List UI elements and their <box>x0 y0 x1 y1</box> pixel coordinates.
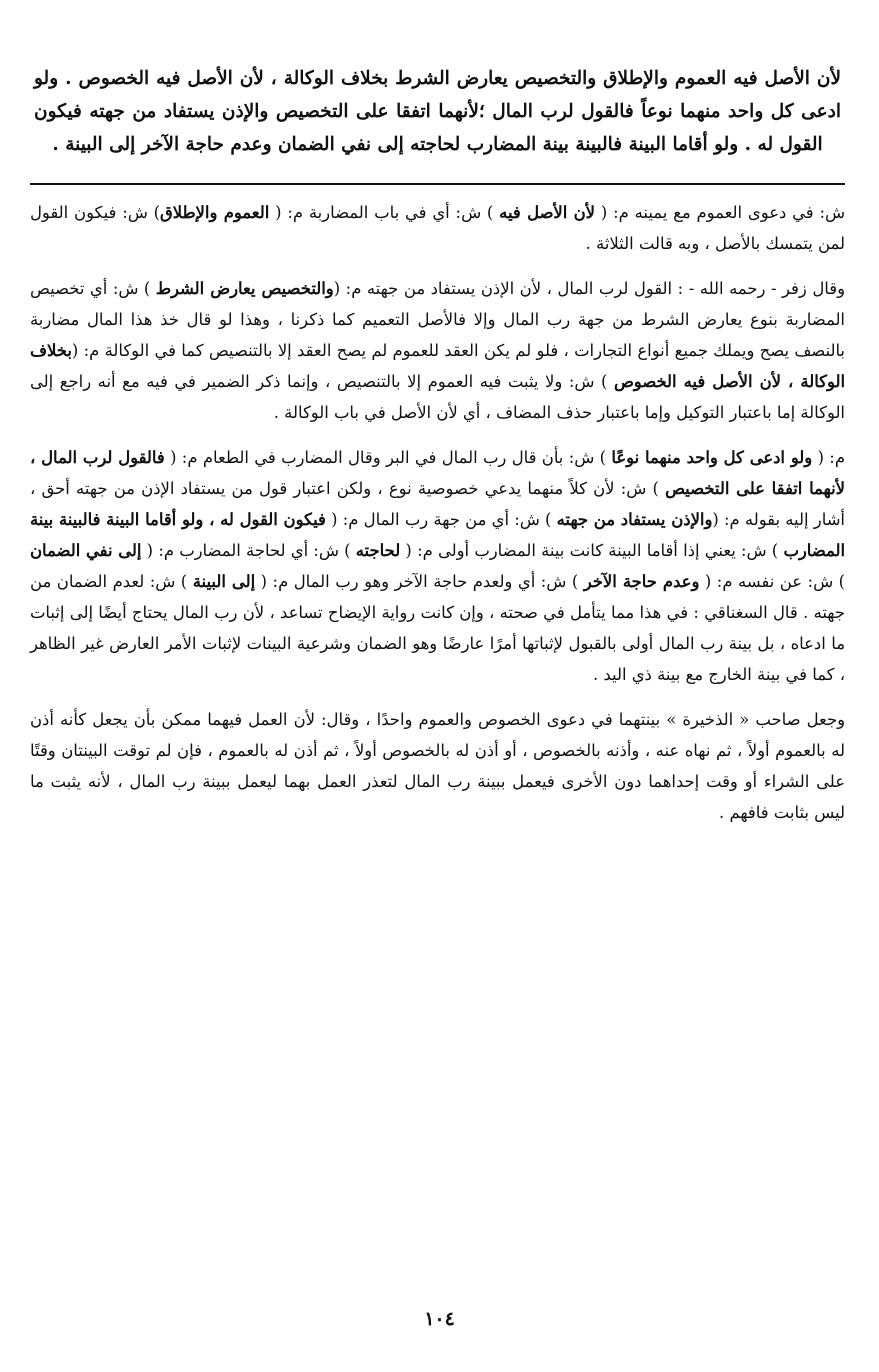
quoted-matn: العموم والإطلاق <box>160 203 270 222</box>
quoted-matn: فالقول لرب المال ، لأنهما اتفقا على التخصيص <box>30 448 845 498</box>
commentary-text: ) ش: ولا يثبت فيه العموم إلا بالتنصيص ، وإنما ذكر الضمير في فيه مع أنه راجع إلى الوكالة إما باعتبار التوكيل وإما باعتبار حذف المضاف ، أي لأن الأصل في باب الوكالة . <box>30 372 845 422</box>
commentary-text: ) ش: عن نفسه م: ( <box>699 572 845 591</box>
commentary-text: ) ش: بأن قال رب المال في البر وقال المضارب في الطعام م: ( <box>164 448 612 467</box>
commentary-text: ) ش: أي ولعدم حاجة الآخر وهو رب المال م: ( <box>255 572 584 591</box>
quoted-matn: وعدم حاجة الآخر <box>583 572 700 591</box>
quoted-matn: لحاجته <box>355 541 401 560</box>
commentary-text: ) ش: لأن كلاً منهما يدعي خصوصية نوع ، ولكن اعتبار قول من يستفاد الإذن من جهته أحق ، أشار إليه بقوله م: ( <box>30 479 845 529</box>
commentary-text: وقال زفر - رحمه الله - : القول لرب المال ، لأن الإذن يستفاد من جهته م: ( <box>333 279 846 298</box>
commentary-text: ) ش: يعني إذا أقاما البينة كانت بينة المضارب أولى م: ( <box>400 541 784 560</box>
matn-text: لأن الأصل فيه العموم والإطلاق والتخصيص يعارض الشرط بخلاف الوكالة ، لأن الأصل فيه الخصوص . ولو ادعى كل واحد منهما نوعاً فالقول لرب المال ؛لأنهما اتفقا على التخصيص والإذن يستفاد من جهته فيكون القول له . ولو أقاما البينة فالبينة بينة المضارب لحاجته إلى نفي الضمان وعدم حاجة الآخر إلى البينة . <box>34 68 841 155</box>
quoted-matn: إلى نفي الضمان <box>30 541 142 560</box>
quoted-matn: والتخصيص يعارض الشرط <box>155 279 334 298</box>
commentary-text: ش: في دعوى العموم مع يمينه م: ( <box>595 203 845 222</box>
commentary-text: ) ش: أي لحاجة المضارب م: ( <box>141 541 356 560</box>
book-page <box>30 62 845 1372</box>
commentary-paragraph <box>30 197 845 259</box>
quoted-matn: والإذن يستفاد من جهته <box>556 510 713 529</box>
commentary-paragraph <box>30 704 845 828</box>
commentary-text: ) ش: لعدم الضمان من جهته . قال السغناقي : في هذا مما يتأمل في صحته ، وإن كانت رواية الإيضاح تساعد ، لأن رب المال يحتاج أيضًا إلى إثبات ما ادعاه ، بل بينة رب المال أولى بالقبول لإثباتها أمرًا عارضًا وهو الضمان وشرعية البينات لإثبات الأمر العارض غير الظاهر ، كما في بينة الخارج مع بينة ذي اليد . <box>30 572 845 684</box>
quoted-matn: إلى البينة <box>192 572 256 591</box>
commentary-text: م: ( <box>812 448 845 467</box>
page-number: ١٠٤ <box>424 1308 455 1330</box>
commentary-text: ) ش: أي تخصيص المضاربة بنوع يعارض الشرط من جهة رب المال وإلا فالأصل التعميم كما ذكرنا ، وهذا لو قال خذ هذا المال مضاربة بالنصف يصح ويملك جميع أنواع التجارات ، فلو لم يكن العقد للعموم لم يصح العقد إلا بالتنصيص كما في الوكالة م: ( <box>30 279 845 360</box>
quoted-matn: فيكون القول له ، ولو أقاما البينة فالبينة بينة المضارب <box>30 510 846 560</box>
commentary-text: ) ش: أي من جهة رب المال م: ( <box>325 510 557 529</box>
quoted-matn: لأن الأصل فيه <box>499 203 596 222</box>
commentary-paragraph <box>30 273 845 428</box>
commentary-body <box>30 197 845 828</box>
commentary-text: وجعل صاحب « الذخيرة » بينتهما في دعوى الخصوص والعموم واحدًا ، وقال: لأن العمل فيهما ممكن بأن يجعل كأنه أذن له بالعموم أولاً ، ثم نهاه عنه ، وأذنه بالخصوص ، أو أذن له بالخصوص أولاً ، ثم أذن له بالعموم ، فإن لم توقت البينتان وقتًا على الشراء أو وقت إحداهما دون الأخرى فيعمل ببينة رب المال لتعذر العمل بهما ليعمل ببينة رب المال ، لأنه يثبت ما ليس بثابت فافهم . <box>30 710 845 822</box>
commentary-text: ) ش: فيكون القول لمن يتمسك بالأصل ، وبه قالت الثلاثة . <box>30 203 845 253</box>
commentary-paragraph <box>30 442 845 690</box>
quoted-matn: ولو ادعى كل واحد منهما نوعًا <box>611 448 813 467</box>
commentary-text: ) ش: أي في باب المضاربة م: ( <box>269 203 500 222</box>
separator-rule <box>30 183 845 185</box>
quoted-matn: بخلاف الوكالة ، لأن الأصل فيه الخصوص <box>30 341 846 391</box>
